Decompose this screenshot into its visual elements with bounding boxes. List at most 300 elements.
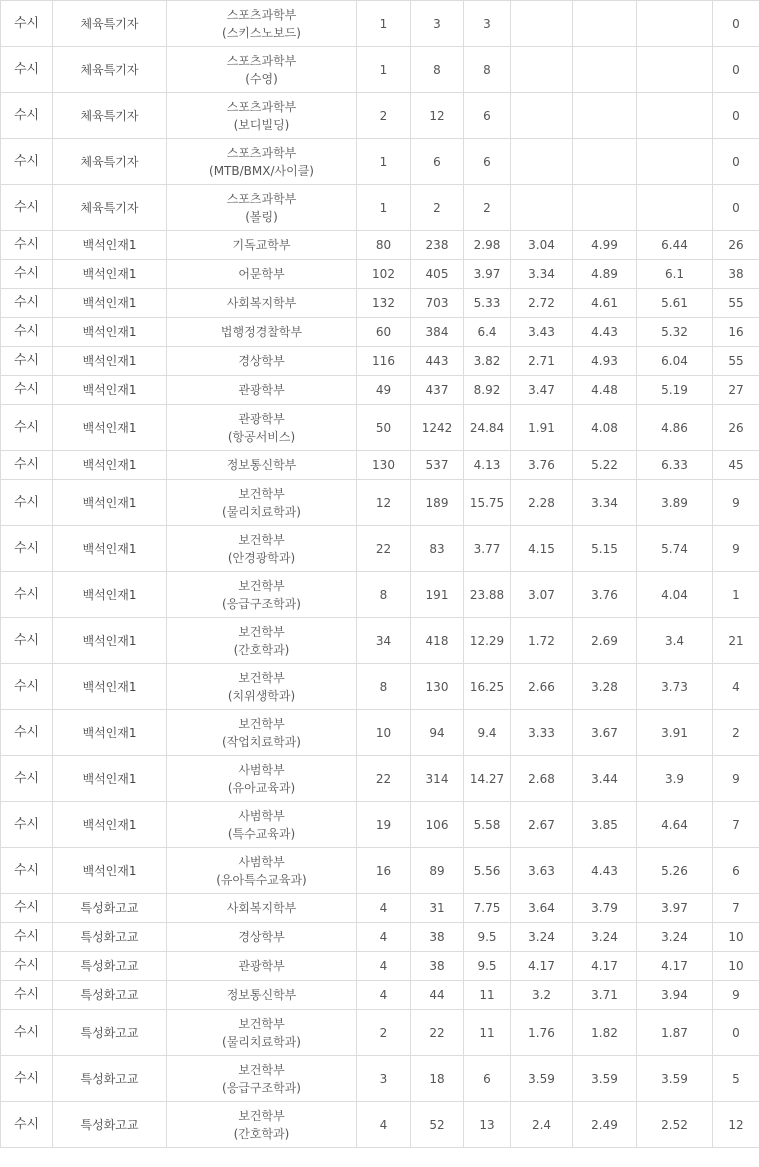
cell-grade-value-3: 4.86 bbox=[637, 405, 713, 451]
department-name: 사범학부 bbox=[238, 808, 285, 823]
cell-grade-value-3: 5.26 bbox=[637, 848, 713, 894]
cell-department bbox=[167, 1056, 357, 1102]
cell-grade-value-3: 3.91 bbox=[637, 710, 713, 756]
cell-grade-value-2: 3.76 bbox=[573, 572, 637, 618]
department-name: 보건학부 bbox=[238, 670, 285, 685]
cell-admission-track: 백석인재1 bbox=[53, 572, 167, 618]
cell-admission-type: 수시 bbox=[1, 710, 53, 756]
table-body bbox=[1, 1, 759, 1148]
cell-admission-track: 백석인재1 bbox=[53, 318, 167, 347]
cell-department bbox=[167, 1102, 357, 1148]
cell-grade-value-1: 3.47 bbox=[511, 376, 573, 405]
table-row bbox=[1, 289, 759, 318]
cell-grade-value-2: 4.93 bbox=[573, 347, 637, 376]
cell-competition-ratio: 11 bbox=[464, 1010, 511, 1056]
table-row bbox=[1, 664, 759, 710]
cell-admission-type: 수시 bbox=[1, 318, 53, 347]
table-row bbox=[1, 451, 759, 480]
cell-applicants: 384 bbox=[411, 318, 464, 347]
cell-count-value: 26 bbox=[713, 405, 759, 451]
cell-count-value: 45 bbox=[713, 451, 759, 480]
cell-quota: 1 bbox=[357, 47, 411, 93]
cell-count-value: 10 bbox=[713, 923, 759, 952]
cell-grade-value-2: 3.34 bbox=[573, 480, 637, 526]
cell-applicants: 703 bbox=[411, 289, 464, 318]
department-name: 보건학부 bbox=[238, 486, 285, 501]
cell-grade-value-2 bbox=[573, 93, 637, 139]
cell-grade-value-1 bbox=[511, 139, 573, 185]
department-name: 사회복지학부 bbox=[226, 901, 297, 915]
cell-count-value: 7 bbox=[713, 894, 759, 923]
table-row bbox=[1, 405, 759, 451]
cell-grade-value-2 bbox=[573, 139, 637, 185]
cell-department bbox=[167, 572, 357, 618]
department-name: 보건학부 bbox=[238, 1016, 285, 1031]
cell-admission-type: 수시 bbox=[1, 47, 53, 93]
cell-department bbox=[167, 894, 357, 923]
cell-quota: 4 bbox=[357, 1102, 411, 1148]
cell-count-value: 9 bbox=[713, 981, 759, 1010]
cell-competition-ratio: 5.33 bbox=[464, 289, 511, 318]
department-subname: (작업치료학과) bbox=[222, 734, 301, 749]
cell-competition-ratio: 15.75 bbox=[464, 480, 511, 526]
cell-applicants: 44 bbox=[411, 981, 464, 1010]
cell-applicants: 22 bbox=[411, 1010, 464, 1056]
cell-applicants: 6 bbox=[411, 139, 464, 185]
department-name: 보건학부 bbox=[238, 578, 285, 593]
cell-admission-type: 수시 bbox=[1, 572, 53, 618]
table-row bbox=[1, 848, 759, 894]
department-subname: (특수교육과) bbox=[227, 826, 296, 841]
cell-admission-track: 백석인재1 bbox=[53, 664, 167, 710]
cell-admission-track: 특성화고교 bbox=[53, 923, 167, 952]
cell-grade-value-3: 3.24 bbox=[637, 923, 713, 952]
department-subname: (MTB/BMX/사이클) bbox=[209, 163, 314, 178]
cell-count-value: 10 bbox=[713, 952, 759, 981]
cell-count-value: 12 bbox=[713, 1102, 759, 1148]
department-name: 관광학부 bbox=[238, 411, 285, 426]
cell-competition-ratio: 6.4 bbox=[464, 318, 511, 347]
cell-grade-value-3: 5.74 bbox=[637, 526, 713, 572]
cell-department bbox=[167, 664, 357, 710]
cell-count-value: 0 bbox=[713, 1010, 759, 1056]
cell-grade-value-3: 2.52 bbox=[637, 1102, 713, 1148]
cell-quota: 8 bbox=[357, 572, 411, 618]
cell-grade-value-3 bbox=[637, 1, 713, 47]
department-subname: (간호학과) bbox=[233, 642, 290, 657]
cell-applicants: 418 bbox=[411, 618, 464, 664]
cell-admission-type: 수시 bbox=[1, 376, 53, 405]
department-name: 관광학부 bbox=[238, 383, 285, 397]
cell-applicants: 537 bbox=[411, 451, 464, 480]
cell-admission-track: 백석인재1 bbox=[53, 802, 167, 848]
cell-admission-track: 백석인재1 bbox=[53, 231, 167, 260]
cell-grade-value-3: 3.94 bbox=[637, 981, 713, 1010]
department-subname: (응급구조학과) bbox=[222, 596, 301, 611]
cell-admission-track: 특성화고교 bbox=[53, 1010, 167, 1056]
cell-department bbox=[167, 289, 357, 318]
department-name: 스포츠과학부 bbox=[226, 53, 297, 68]
cell-department bbox=[167, 952, 357, 981]
cell-competition-ratio: 8.92 bbox=[464, 376, 511, 405]
cell-grade-value-2: 5.22 bbox=[573, 451, 637, 480]
cell-quota: 60 bbox=[357, 318, 411, 347]
cell-grade-value-2: 4.08 bbox=[573, 405, 637, 451]
cell-count-value: 9 bbox=[713, 480, 759, 526]
cell-admission-type: 수시 bbox=[1, 618, 53, 664]
cell-count-value: 27 bbox=[713, 376, 759, 405]
cell-quota: 1 bbox=[357, 185, 411, 231]
cell-quota: 10 bbox=[357, 710, 411, 756]
cell-grade-value-2: 3.28 bbox=[573, 664, 637, 710]
cell-quota: 50 bbox=[357, 405, 411, 451]
cell-competition-ratio: 9.5 bbox=[464, 923, 511, 952]
cell-admission-type: 수시 bbox=[1, 1010, 53, 1056]
cell-competition-ratio: 6 bbox=[464, 93, 511, 139]
table-row bbox=[1, 981, 759, 1010]
cell-admission-type: 수시 bbox=[1, 347, 53, 376]
cell-quota: 1 bbox=[357, 139, 411, 185]
cell-department bbox=[167, 451, 357, 480]
cell-grade-value-1: 2.68 bbox=[511, 756, 573, 802]
cell-competition-ratio: 5.56 bbox=[464, 848, 511, 894]
department-subname: (스키스노보드) bbox=[222, 25, 301, 40]
cell-admission-track: 백석인재1 bbox=[53, 376, 167, 405]
cell-department bbox=[167, 618, 357, 664]
department-subname: (간호학과) bbox=[233, 1126, 290, 1141]
cell-department bbox=[167, 185, 357, 231]
cell-applicants: 443 bbox=[411, 347, 464, 376]
cell-count-value: 9 bbox=[713, 756, 759, 802]
cell-admission-type: 수시 bbox=[1, 451, 53, 480]
cell-quota: 80 bbox=[357, 231, 411, 260]
cell-competition-ratio: 14.27 bbox=[464, 756, 511, 802]
cell-competition-ratio: 3.82 bbox=[464, 347, 511, 376]
table-row bbox=[1, 802, 759, 848]
cell-admission-track: 체육특기자 bbox=[53, 1, 167, 47]
cell-grade-value-2: 4.48 bbox=[573, 376, 637, 405]
cell-quota: 12 bbox=[357, 480, 411, 526]
cell-count-value: 6 bbox=[713, 848, 759, 894]
cell-admission-type: 수시 bbox=[1, 1, 53, 47]
table-row bbox=[1, 1, 759, 47]
department-subname: (유아교육과) bbox=[227, 780, 296, 795]
cell-applicants: 89 bbox=[411, 848, 464, 894]
table-row bbox=[1, 1010, 759, 1056]
table-row bbox=[1, 480, 759, 526]
cell-grade-value-1: 3.33 bbox=[511, 710, 573, 756]
cell-admission-track: 특성화고교 bbox=[53, 981, 167, 1010]
table-row bbox=[1, 923, 759, 952]
table-row bbox=[1, 185, 759, 231]
cell-department bbox=[167, 848, 357, 894]
cell-grade-value-3: 3.89 bbox=[637, 480, 713, 526]
cell-competition-ratio: 11 bbox=[464, 981, 511, 1010]
cell-quota: 49 bbox=[357, 376, 411, 405]
cell-applicants: 405 bbox=[411, 260, 464, 289]
cell-grade-value-1 bbox=[511, 185, 573, 231]
cell-competition-ratio: 23.88 bbox=[464, 572, 511, 618]
cell-count-value: 0 bbox=[713, 185, 759, 231]
table-row bbox=[1, 318, 759, 347]
cell-applicants: 130 bbox=[411, 664, 464, 710]
cell-grade-value-2 bbox=[573, 1, 637, 47]
cell-quota: 2 bbox=[357, 1010, 411, 1056]
cell-admission-type: 수시 bbox=[1, 480, 53, 526]
department-name: 보건학부 bbox=[238, 716, 285, 731]
cell-department bbox=[167, 1, 357, 47]
cell-admission-track: 체육특기자 bbox=[53, 185, 167, 231]
cell-competition-ratio: 8 bbox=[464, 47, 511, 93]
cell-admission-type: 수시 bbox=[1, 1102, 53, 1148]
cell-applicants: 8 bbox=[411, 47, 464, 93]
table-row bbox=[1, 526, 759, 572]
cell-competition-ratio: 7.75 bbox=[464, 894, 511, 923]
cell-admission-type: 수시 bbox=[1, 848, 53, 894]
cell-grade-value-2: 3.79 bbox=[573, 894, 637, 923]
cell-competition-ratio: 9.4 bbox=[464, 710, 511, 756]
cell-grade-value-2: 4.89 bbox=[573, 260, 637, 289]
cell-applicants: 3 bbox=[411, 1, 464, 47]
cell-admission-type: 수시 bbox=[1, 756, 53, 802]
cell-department bbox=[167, 405, 357, 451]
cell-department bbox=[167, 710, 357, 756]
cell-grade-value-3: 4.17 bbox=[637, 952, 713, 981]
cell-department bbox=[167, 526, 357, 572]
department-name: 보건학부 bbox=[238, 1108, 285, 1123]
department-subname: (물리치료학과) bbox=[222, 504, 301, 519]
cell-count-value: 9 bbox=[713, 526, 759, 572]
department-name: 사범학부 bbox=[238, 762, 285, 777]
cell-grade-value-3: 6.04 bbox=[637, 347, 713, 376]
department-name: 정보통신학부 bbox=[226, 988, 297, 1002]
cell-grade-value-2: 4.43 bbox=[573, 848, 637, 894]
cell-grade-value-3: 5.61 bbox=[637, 289, 713, 318]
cell-grade-value-3: 3.97 bbox=[637, 894, 713, 923]
cell-quota: 22 bbox=[357, 756, 411, 802]
cell-grade-value-1: 2.28 bbox=[511, 480, 573, 526]
cell-grade-value-3: 6.44 bbox=[637, 231, 713, 260]
cell-grade-value-3: 5.32 bbox=[637, 318, 713, 347]
cell-count-value: 7 bbox=[713, 802, 759, 848]
cell-quota: 34 bbox=[357, 618, 411, 664]
department-name: 경상학부 bbox=[238, 354, 285, 368]
cell-admission-type: 수시 bbox=[1, 664, 53, 710]
department-name: 경상학부 bbox=[238, 930, 285, 944]
cell-quota: 2 bbox=[357, 93, 411, 139]
cell-admission-track: 백석인재1 bbox=[53, 405, 167, 451]
cell-grade-value-1: 3.34 bbox=[511, 260, 573, 289]
cell-admission-track: 체육특기자 bbox=[53, 93, 167, 139]
cell-count-value: 0 bbox=[713, 139, 759, 185]
cell-grade-value-1: 3.04 bbox=[511, 231, 573, 260]
cell-grade-value-1 bbox=[511, 47, 573, 93]
cell-admission-track: 백석인재1 bbox=[53, 618, 167, 664]
cell-competition-ratio: 5.58 bbox=[464, 802, 511, 848]
cell-admission-track: 백석인재1 bbox=[53, 710, 167, 756]
cell-grade-value-3: 1.87 bbox=[637, 1010, 713, 1056]
cell-applicants: 238 bbox=[411, 231, 464, 260]
cell-applicants: 52 bbox=[411, 1102, 464, 1148]
cell-count-value: 21 bbox=[713, 618, 759, 664]
department-name: 사범학부 bbox=[238, 854, 285, 869]
cell-quota: 3 bbox=[357, 1056, 411, 1102]
cell-admission-track: 백석인재1 bbox=[53, 289, 167, 318]
cell-grade-value-3: 3.9 bbox=[637, 756, 713, 802]
cell-admission-track: 백석인재1 bbox=[53, 451, 167, 480]
cell-grade-value-1: 3.2 bbox=[511, 981, 573, 1010]
cell-count-value: 55 bbox=[713, 289, 759, 318]
cell-admission-type: 수시 bbox=[1, 139, 53, 185]
cell-grade-value-1: 2.66 bbox=[511, 664, 573, 710]
cell-grade-value-2: 2.49 bbox=[573, 1102, 637, 1148]
cell-count-value: 0 bbox=[713, 1, 759, 47]
cell-admission-track: 체육특기자 bbox=[53, 47, 167, 93]
cell-applicants: 31 bbox=[411, 894, 464, 923]
cell-department bbox=[167, 802, 357, 848]
cell-applicants: 191 bbox=[411, 572, 464, 618]
department-name: 법행정경찰학부 bbox=[220, 325, 303, 339]
table-row bbox=[1, 93, 759, 139]
cell-count-value: 5 bbox=[713, 1056, 759, 1102]
cell-quota: 16 bbox=[357, 848, 411, 894]
cell-admission-track: 백석인재1 bbox=[53, 756, 167, 802]
department-name: 스포츠과학부 bbox=[226, 99, 297, 114]
cell-grade-value-3: 6.33 bbox=[637, 451, 713, 480]
cell-grade-value-1: 3.59 bbox=[511, 1056, 573, 1102]
cell-competition-ratio: 3 bbox=[464, 1, 511, 47]
cell-grade-value-1: 3.76 bbox=[511, 451, 573, 480]
cell-competition-ratio: 3.97 bbox=[464, 260, 511, 289]
cell-competition-ratio: 6 bbox=[464, 1056, 511, 1102]
cell-grade-value-1: 3.64 bbox=[511, 894, 573, 923]
department-subname: (항공서비스) bbox=[227, 429, 296, 444]
cell-applicants: 2 bbox=[411, 185, 464, 231]
department-name: 사회복지학부 bbox=[226, 296, 297, 310]
cell-applicants: 38 bbox=[411, 923, 464, 952]
cell-competition-ratio: 13 bbox=[464, 1102, 511, 1148]
cell-count-value: 0 bbox=[713, 47, 759, 93]
cell-applicants: 94 bbox=[411, 710, 464, 756]
cell-grade-value-2: 3.67 bbox=[573, 710, 637, 756]
table-row bbox=[1, 231, 759, 260]
cell-applicants: 83 bbox=[411, 526, 464, 572]
cell-quota: 4 bbox=[357, 981, 411, 1010]
cell-admission-type: 수시 bbox=[1, 185, 53, 231]
cell-department bbox=[167, 231, 357, 260]
cell-department bbox=[167, 260, 357, 289]
cell-quota: 132 bbox=[357, 289, 411, 318]
department-subname: (응급구조학과) bbox=[222, 1080, 301, 1095]
cell-quota: 102 bbox=[357, 260, 411, 289]
cell-admission-type: 수시 bbox=[1, 894, 53, 923]
cell-grade-value-2: 1.82 bbox=[573, 1010, 637, 1056]
department-subname: (수영) bbox=[245, 71, 278, 86]
cell-department bbox=[167, 756, 357, 802]
cell-grade-value-2: 3.71 bbox=[573, 981, 637, 1010]
department-name: 스포츠과학부 bbox=[226, 191, 297, 206]
department-name: 스포츠과학부 bbox=[226, 145, 297, 160]
cell-applicants: 1242 bbox=[411, 405, 464, 451]
cell-grade-value-2: 4.99 bbox=[573, 231, 637, 260]
cell-grade-value-2: 3.85 bbox=[573, 802, 637, 848]
cell-quota: 1 bbox=[357, 1, 411, 47]
department-name: 보건학부 bbox=[238, 532, 285, 547]
cell-count-value: 2 bbox=[713, 710, 759, 756]
cell-admission-type: 수시 bbox=[1, 923, 53, 952]
department-subname: (보디빌딩) bbox=[233, 117, 290, 132]
cell-grade-value-2: 3.24 bbox=[573, 923, 637, 952]
cell-admission-type: 수시 bbox=[1, 231, 53, 260]
cell-admission-type: 수시 bbox=[1, 526, 53, 572]
cell-admission-track: 백석인재1 bbox=[53, 480, 167, 526]
department-name: 관광학부 bbox=[238, 959, 285, 973]
cell-quota: 116 bbox=[357, 347, 411, 376]
cell-competition-ratio: 3.77 bbox=[464, 526, 511, 572]
cell-applicants: 189 bbox=[411, 480, 464, 526]
cell-grade-value-3: 3.59 bbox=[637, 1056, 713, 1102]
cell-admission-track: 특성화고교 bbox=[53, 894, 167, 923]
cell-applicants: 314 bbox=[411, 756, 464, 802]
cell-count-value: 55 bbox=[713, 347, 759, 376]
cell-grade-value-3: 4.64 bbox=[637, 802, 713, 848]
cell-department bbox=[167, 139, 357, 185]
cell-applicants: 38 bbox=[411, 952, 464, 981]
cell-department bbox=[167, 1010, 357, 1056]
cell-quota: 8 bbox=[357, 664, 411, 710]
cell-admission-track: 특성화고교 bbox=[53, 952, 167, 981]
cell-count-value: 38 bbox=[713, 260, 759, 289]
cell-department bbox=[167, 480, 357, 526]
table-row bbox=[1, 347, 759, 376]
cell-grade-value-1: 1.76 bbox=[511, 1010, 573, 1056]
cell-competition-ratio: 2.98 bbox=[464, 231, 511, 260]
cell-admission-type: 수시 bbox=[1, 981, 53, 1010]
cell-grade-value-1: 3.24 bbox=[511, 923, 573, 952]
cell-grade-value-1: 2.4 bbox=[511, 1102, 573, 1148]
cell-grade-value-1: 2.71 bbox=[511, 347, 573, 376]
cell-quota: 19 bbox=[357, 802, 411, 848]
department-name: 정보통신학부 bbox=[226, 458, 297, 472]
cell-grade-value-1: 3.07 bbox=[511, 572, 573, 618]
cell-admission-track: 백석인재1 bbox=[53, 260, 167, 289]
table-row bbox=[1, 139, 759, 185]
cell-grade-value-1: 3.43 bbox=[511, 318, 573, 347]
table-row bbox=[1, 618, 759, 664]
cell-grade-value-2 bbox=[573, 47, 637, 93]
table-row bbox=[1, 47, 759, 93]
cell-applicants: 437 bbox=[411, 376, 464, 405]
cell-admission-track: 백석인재1 bbox=[53, 347, 167, 376]
cell-grade-value-3: 6.1 bbox=[637, 260, 713, 289]
cell-grade-value-2: 4.43 bbox=[573, 318, 637, 347]
cell-grade-value-2: 2.69 bbox=[573, 618, 637, 664]
cell-department bbox=[167, 47, 357, 93]
cell-grade-value-3: 3.73 bbox=[637, 664, 713, 710]
department-subname: (물리치료학과) bbox=[222, 1034, 301, 1049]
cell-quota: 4 bbox=[357, 952, 411, 981]
cell-quota: 22 bbox=[357, 526, 411, 572]
cell-quota: 4 bbox=[357, 923, 411, 952]
cell-admission-type: 수시 bbox=[1, 289, 53, 318]
cell-admission-track: 백석인재1 bbox=[53, 848, 167, 894]
table-row bbox=[1, 710, 759, 756]
cell-admission-track: 특성화고교 bbox=[53, 1056, 167, 1102]
table-row bbox=[1, 260, 759, 289]
cell-applicants: 106 bbox=[411, 802, 464, 848]
cell-grade-value-2: 3.44 bbox=[573, 756, 637, 802]
department-name: 기독교학부 bbox=[232, 238, 291, 252]
